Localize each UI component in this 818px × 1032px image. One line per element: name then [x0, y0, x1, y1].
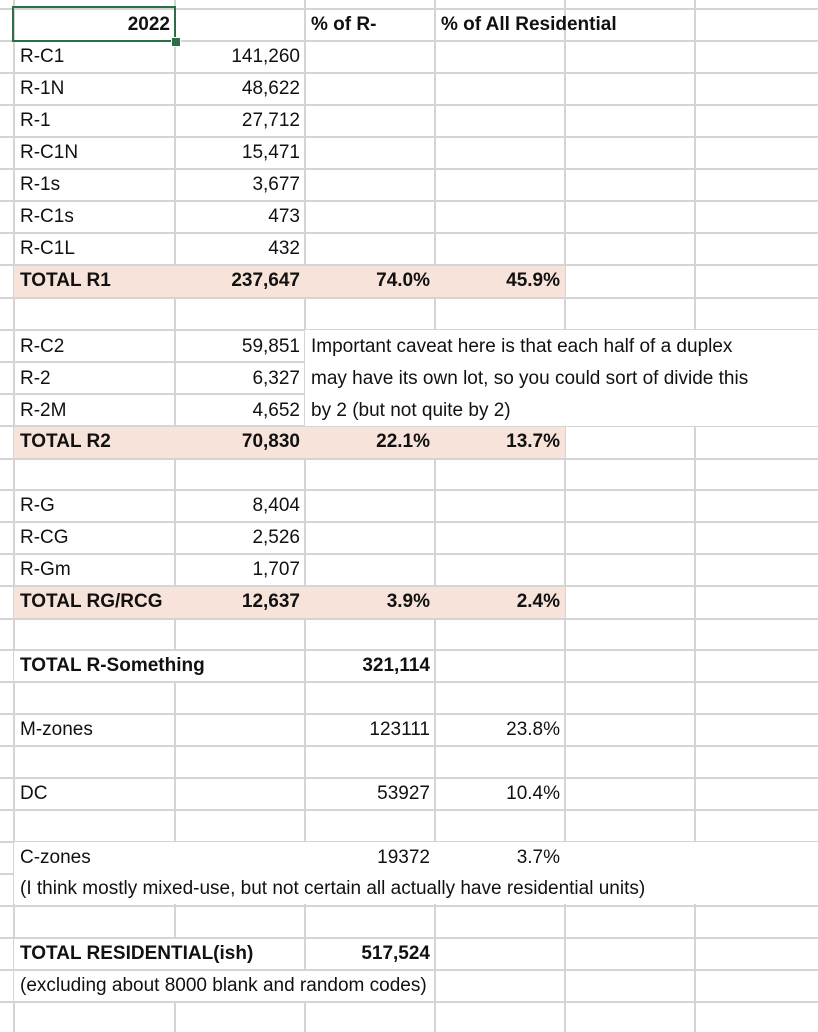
- zone-count[interactable]: 123111: [369, 719, 430, 740]
- zone-pct-all[interactable]: 3.7%: [516, 847, 560, 868]
- grid-line: [0, 618, 818, 620]
- c-zones-row: [0, 842, 818, 874]
- table-row: [0, 331, 818, 363]
- zone-count[interactable]: 141,260: [231, 46, 300, 67]
- zone-label[interactable]: R-1s: [20, 174, 61, 195]
- total-count[interactable]: 70,830: [241, 431, 300, 452]
- zone-label[interactable]: R-G: [20, 495, 55, 516]
- table-row: [0, 363, 818, 395]
- total-r1-row: [0, 265, 818, 297]
- zone-label[interactable]: R-1N: [20, 78, 65, 99]
- zone-label[interactable]: R-C1L: [20, 238, 75, 259]
- zone-label[interactable]: C-zones: [20, 847, 91, 868]
- total-label[interactable]: TOTAL R2: [20, 431, 111, 452]
- zone-label[interactable]: R-C1N: [20, 142, 79, 163]
- zone-label[interactable]: R-1: [20, 110, 51, 131]
- total-pct-r[interactable]: 74.0%: [376, 270, 430, 291]
- total-pct-all[interactable]: 45.9%: [506, 270, 560, 291]
- total-pct-all[interactable]: 2.4%: [516, 591, 560, 612]
- zone-label[interactable]: R-2M: [20, 400, 67, 421]
- table-row: [0, 169, 818, 201]
- grid-line: [0, 905, 818, 907]
- grid-line: [0, 297, 818, 299]
- table-row: [0, 137, 818, 169]
- total-pct-r[interactable]: 3.9%: [386, 591, 430, 612]
- total-label[interactable]: TOTAL RESIDENTIAL(ish): [20, 943, 254, 964]
- table-row: [0, 41, 818, 73]
- table-row: [0, 105, 818, 137]
- c-zones-note[interactable]: (I think mostly mixed-use, but not certain all actually have residential units): [20, 878, 646, 899]
- total-pct-r[interactable]: 22.1%: [376, 431, 430, 452]
- total-residential-note[interactable]: (excluding about 8000 blank and random codes): [20, 975, 427, 996]
- total-residential-row: [0, 938, 818, 970]
- total-label[interactable]: TOTAL R-Something: [20, 655, 205, 676]
- zone-label[interactable]: R-C2: [20, 336, 65, 357]
- grid-line: [0, 458, 818, 460]
- zone-count[interactable]: 53927: [377, 783, 430, 804]
- total-rg-row: [0, 586, 818, 618]
- total-count[interactable]: 321,114: [362, 655, 430, 676]
- caveat-note-line[interactable]: may have its own lot, so you could sort of divide this: [311, 368, 749, 389]
- table-row: [0, 201, 818, 233]
- total-r2-row: [0, 426, 818, 458]
- zone-label[interactable]: R-C1: [20, 46, 65, 67]
- total-label[interactable]: TOTAL RG/RCG: [20, 591, 163, 612]
- zone-label[interactable]: R-Gm: [20, 559, 71, 580]
- zone-count[interactable]: 8,404: [252, 495, 300, 516]
- m-zones-row: [0, 714, 818, 746]
- dc-row: [0, 778, 818, 810]
- zone-label[interactable]: DC: [20, 783, 48, 804]
- zone-count[interactable]: 59,851: [241, 336, 300, 357]
- total-residential-note-row: [0, 970, 818, 1002]
- table-row: [0, 395, 818, 427]
- caveat-note-line[interactable]: by 2 (but not quite by 2): [311, 400, 511, 421]
- zone-label[interactable]: M-zones: [20, 719, 93, 740]
- zone-count[interactable]: 4,652: [252, 400, 300, 421]
- total-count[interactable]: 517,524: [361, 943, 430, 964]
- zone-count[interactable]: 3,677: [252, 174, 300, 195]
- zone-count[interactable]: 27,712: [241, 110, 300, 131]
- table-row: [0, 554, 818, 586]
- total-label[interactable]: TOTAL R1: [20, 270, 111, 291]
- zone-pct-all[interactable]: 10.4%: [506, 783, 560, 804]
- c-zones-note-row: [0, 873, 818, 905]
- total-pct-all[interactable]: 13.7%: [506, 431, 560, 452]
- table-row: [0, 73, 818, 105]
- total-count[interactable]: 237,647: [231, 270, 300, 291]
- zone-pct-all[interactable]: 23.8%: [506, 719, 560, 740]
- selected-cell-border: [12, 6, 176, 42]
- zone-count[interactable]: 1,707: [252, 559, 300, 580]
- zone-count[interactable]: 473: [268, 206, 300, 227]
- zone-label[interactable]: R-2: [20, 368, 51, 389]
- table-row: [0, 490, 818, 522]
- table-row: [0, 233, 818, 265]
- zone-label[interactable]: R-C1s: [20, 206, 74, 227]
- pct-all-residential-header[interactable]: % of All Residential: [441, 14, 617, 35]
- caveat-note-line[interactable]: Important caveat here is that each half of a duplex: [311, 336, 733, 357]
- pct-of-r-header[interactable]: % of R-: [311, 14, 377, 35]
- zone-count[interactable]: 19372: [377, 847, 430, 868]
- total-count[interactable]: 12,637: [241, 591, 300, 612]
- total-r-something-row: [0, 650, 818, 682]
- table-row: [0, 522, 818, 554]
- zone-count[interactable]: 15,471: [241, 142, 300, 163]
- year-header[interactable]: 2022: [127, 14, 170, 35]
- zone-count[interactable]: 6,327: [252, 368, 300, 389]
- zone-count[interactable]: 2,526: [252, 527, 300, 548]
- zone-count[interactable]: 432: [268, 238, 300, 259]
- zone-label[interactable]: R-CG: [20, 527, 69, 548]
- zone-count[interactable]: 48,622: [241, 78, 300, 99]
